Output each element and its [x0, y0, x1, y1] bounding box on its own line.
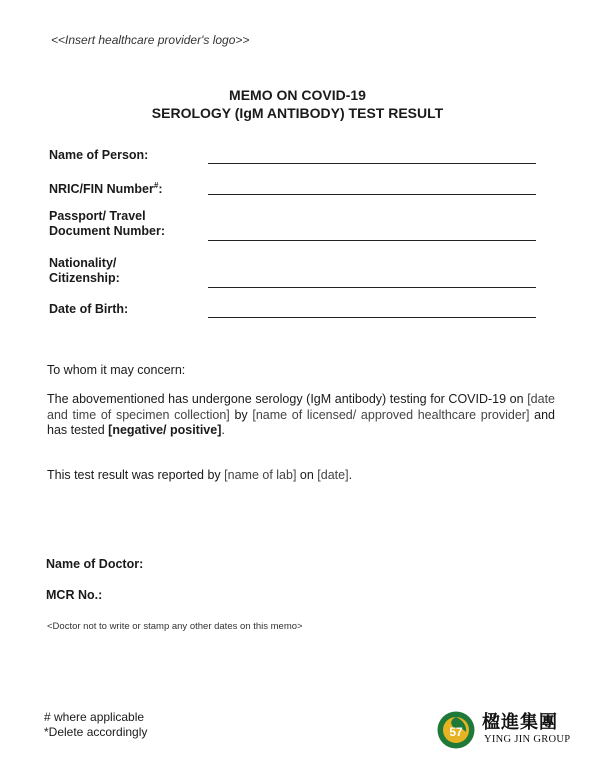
- report-paragraph: [47, 468, 352, 484]
- brand-name-english: YING JIN GROUP: [484, 734, 571, 745]
- result-text-a: The abovementioned has undergone serology (IgM antibody) testing for COVID-19 on: [47, 392, 528, 406]
- nationality-line: [208, 287, 536, 288]
- date-of-birth-line: [208, 317, 536, 318]
- nric-fin-label-text: NRIC/FIN Number: [49, 182, 154, 197]
- report-text-b: on: [296, 468, 318, 482]
- brand-logo: [436, 708, 586, 752]
- brand-name-chinese: 楹進集團: [482, 712, 558, 733]
- footnote-delete-accordingly: *Delete accordingly: [44, 725, 148, 739]
- passport-label-line1: Passport/ Travel: [49, 209, 146, 223]
- date-of-birth-label: Date of Birth:: [49, 302, 129, 316]
- name-of-person-line: [208, 163, 536, 164]
- report-text-a: This test result was reported by: [47, 468, 225, 482]
- result-placeholder: [negative/ positive]: [108, 423, 222, 437]
- passport-line: [208, 240, 536, 241]
- yingjin-logo-icon: [436, 710, 476, 750]
- nric-fin-label: [49, 178, 163, 197]
- logo-placeholder-note: <<Insert healthcare provider's logo>>: [51, 33, 250, 47]
- doctor-instruction-note: <Doctor not to write or stamp any other dates on this memo>: [47, 621, 303, 632]
- nationality-label-line1: Nationality/: [49, 256, 117, 270]
- memo-title: [0, 86, 595, 122]
- nric-fin-line: [208, 194, 536, 195]
- report-date-placeholder: [date]: [317, 468, 349, 482]
- nric-fin-label-superscript: #: [153, 181, 159, 190]
- name-of-person-label: Name of Person:: [49, 148, 149, 162]
- lab-placeholder: [name of lab]: [224, 468, 297, 482]
- nric-fin-label-colon: :: [158, 182, 163, 197]
- passport-label-line2: Document Number:: [49, 224, 165, 238]
- memo-title-line1: MEMO ON COVID-19: [229, 87, 366, 103]
- report-text-c: .: [348, 468, 353, 482]
- result-text-d: .: [221, 423, 225, 437]
- footnote-where-applicable: # where applicable: [44, 710, 145, 724]
- passport-label: [49, 209, 165, 239]
- result-text-b: by: [229, 407, 253, 422]
- mcr-number-label: MCR No.:: [46, 588, 103, 602]
- greeting: To whom it may concern:: [47, 363, 186, 377]
- specimen-date-placeholder: [date and time of specimen collection]: [47, 392, 555, 422]
- logo-icon-number: 57: [449, 725, 463, 739]
- nationality-label-line2: Citizenship:: [49, 271, 120, 285]
- result-text-c: and has tested: [47, 407, 555, 437]
- name-of-doctor-label: Name of Doctor:: [46, 557, 144, 571]
- nationality-label: [49, 256, 120, 286]
- provider-placeholder: [name of licensed/ approved healthcare provider]: [252, 407, 530, 422]
- memo-title-line2: SEROLOGY (IgM ANTIBODY) TEST RESULT: [151, 105, 444, 121]
- result-paragraph: [47, 392, 555, 439]
